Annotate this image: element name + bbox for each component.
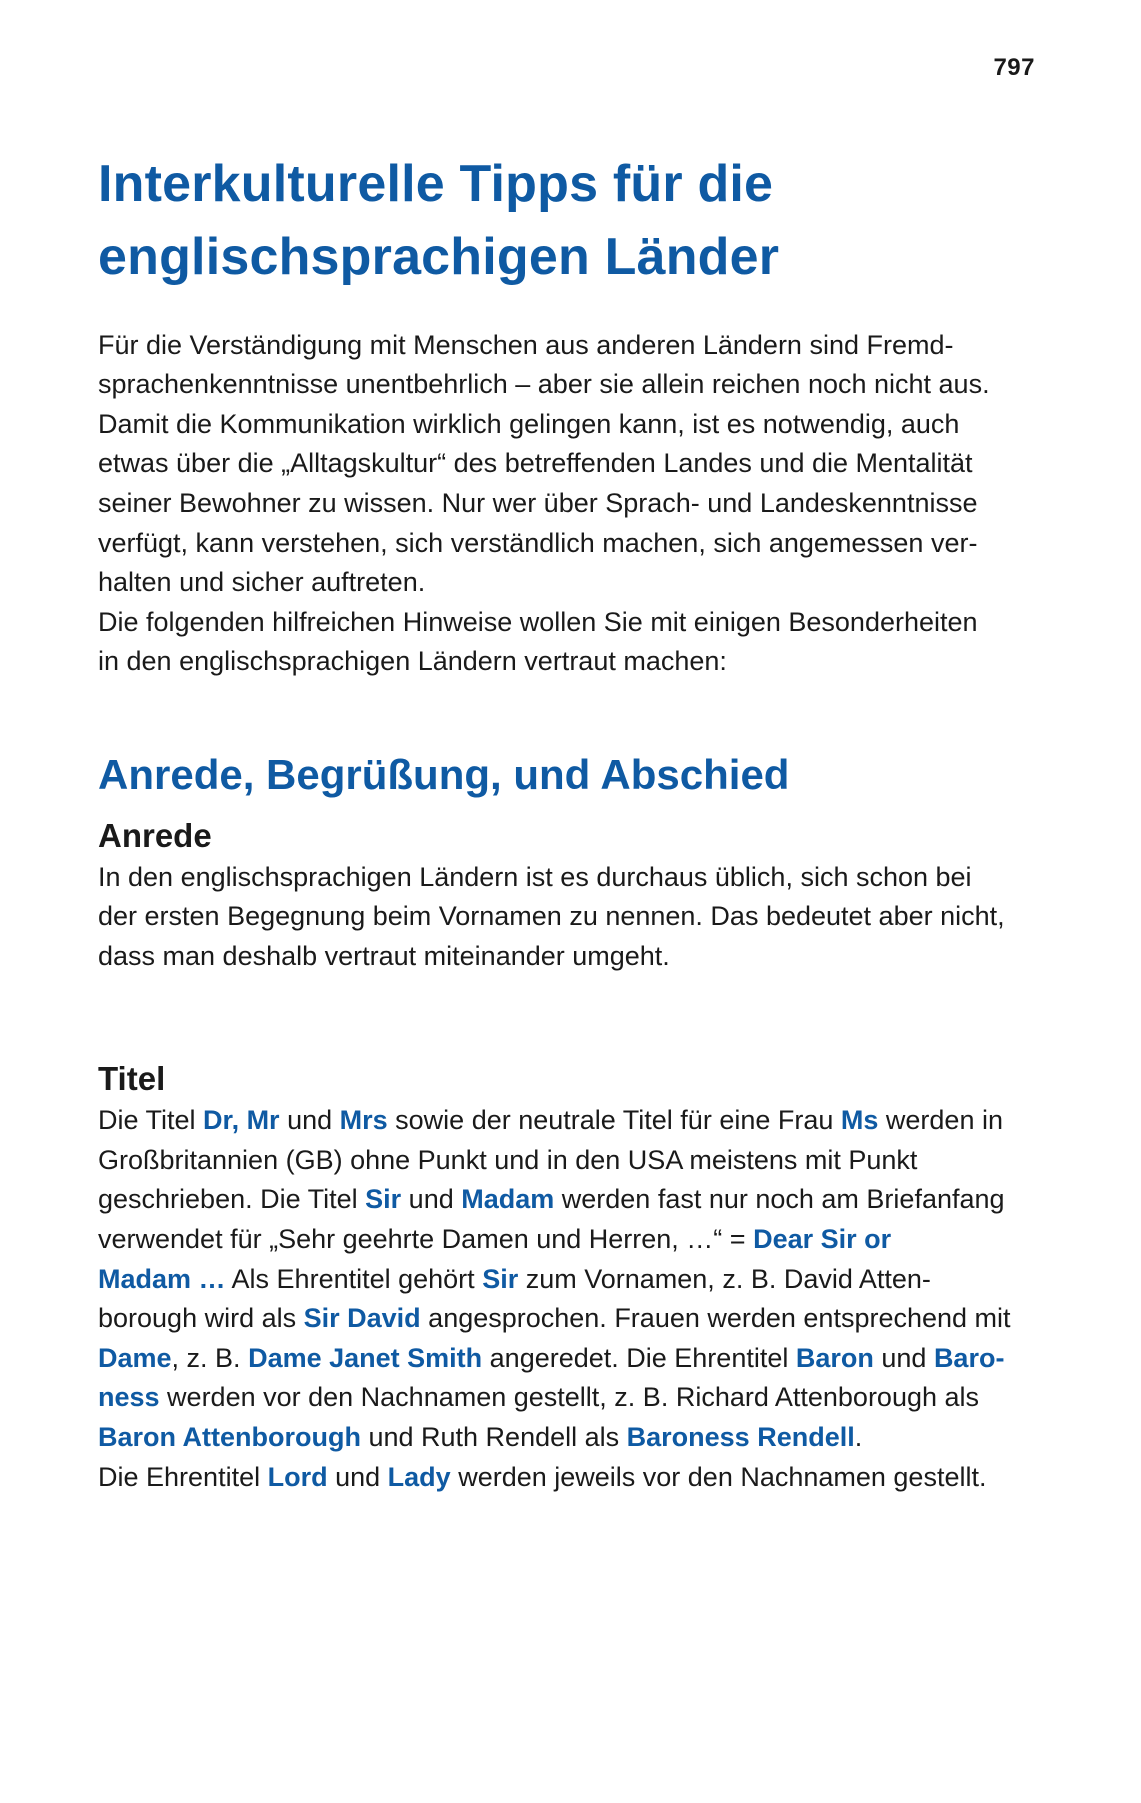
text-line: der ersten Begegnung beim Vornamen zu nennen. Das bedeutet aber nicht, <box>98 901 1005 932</box>
text-line: verfügt, kann verstehen, sich verständlich machen, sich angemessen ver- <box>98 527 978 558</box>
text-run: angeredet. Die Ehrentitel <box>482 1342 796 1373</box>
titel-paragraph <box>98 1101 1044 1497</box>
text-line <box>98 1184 1005 1214</box>
text-line <box>98 1422 862 1452</box>
highlighted-term: Madam … <box>98 1263 226 1294</box>
page-content <box>98 148 1044 1497</box>
text-line: in den englischsprachigen Ländern vertraut machen: <box>98 646 727 677</box>
highlighted-term: Sir <box>482 1263 519 1294</box>
text-line: In den englischsprachigen Ländern ist es durchaus üblich, sich schon bei <box>98 861 972 892</box>
text-run: und <box>873 1342 934 1373</box>
text-line <box>98 1264 931 1294</box>
intro-paragraph <box>98 326 1044 682</box>
text-run: borough wird als <box>98 1303 304 1334</box>
highlighted-term: Lord <box>267 1461 328 1492</box>
highlighted-term: Mrs <box>339 1105 388 1136</box>
text-run: Die Ehrentitel <box>98 1461 268 1492</box>
text-line: etwas über die „Alltagskultur“ des betreffenden Landes und die Mentalität <box>98 448 973 479</box>
text-line <box>98 1105 1003 1135</box>
highlighted-term: Ms <box>840 1105 879 1136</box>
text-run: sowie der neutrale Titel für eine Frau <box>387 1105 841 1136</box>
text-run: und <box>401 1184 462 1215</box>
text-run: und <box>327 1461 388 1492</box>
highlighted-term: Sir <box>365 1184 402 1215</box>
highlighted-term: Baron Attenborough <box>98 1422 361 1453</box>
text-line: seiner Bewohner zu wissen. Nur wer über Sprach- und Landeskenntnisse <box>98 487 978 518</box>
text-line <box>98 1303 1011 1333</box>
text-line: Die folgenden hilfreichen Hinweise wollen Sie mit einigen Besonderheiten <box>98 606 978 637</box>
text-run: Die Titel <box>98 1105 204 1136</box>
text-run: verwendet für „Sehr geehrte Damen und Herren, …“ = <box>98 1224 754 1255</box>
text-line <box>98 1462 986 1492</box>
highlighted-term: Sir David <box>303 1303 421 1334</box>
anrede-paragraph <box>98 858 1044 977</box>
text-line <box>98 1224 891 1254</box>
highlighted-term: Dr, Mr <box>203 1105 280 1136</box>
text-line <box>98 1343 1004 1373</box>
text-line: Für die Verständigung mit Menschen aus anderen Ländern sind Fremd- <box>98 329 954 360</box>
highlighted-term: Dame Janet Smith <box>248 1342 483 1373</box>
text-line <box>98 1382 979 1412</box>
highlighted-term: Lady <box>387 1461 451 1492</box>
text-run: geschrieben. Die Titel <box>98 1184 366 1215</box>
text-run: Als Ehrentitel gehört <box>225 1263 483 1294</box>
page-title <box>98 148 1044 294</box>
text-line <box>98 1145 917 1175</box>
page-title-line: Interkulturelle Tipps für die <box>98 155 774 213</box>
text-run: werden vor den Nachnamen gestellt, z. B. Richard Attenborough als <box>159 1382 980 1413</box>
text-line: halten und sicher auftreten. <box>98 567 426 598</box>
text-run: . <box>854 1422 863 1453</box>
text-run: und Ruth Rendell als <box>360 1422 627 1453</box>
text-run: Großbritannien (GB) ohne Punkt und in den USA meistens mit Punkt <box>98 1144 918 1175</box>
text-line: Damit die Kommunikation wirklich gelingen kann, ist es notwendig, auch <box>98 408 960 439</box>
highlighted-term: Baro- <box>933 1342 1005 1373</box>
text-run: werden jeweils vor den Nachnamen gestellt. <box>450 1461 987 1492</box>
text-run: und <box>279 1105 340 1136</box>
text-line: dass man deshalb vertraut miteinander umgeht. <box>98 940 670 971</box>
subsection-heading-titel: Titel <box>98 1060 166 1098</box>
text-line: sprachenkenntnisse unentbehrlich – aber sie allein reichen noch nicht aus. <box>98 369 990 400</box>
text-run: , z. B. <box>171 1342 249 1373</box>
section-heading: Anrede, Begrüßung, und Abschied <box>98 750 790 798</box>
page-number: 797 <box>993 54 1035 81</box>
highlighted-term: Dear Sir or <box>753 1224 892 1255</box>
highlighted-term: ness <box>98 1382 160 1413</box>
text-run: zum Vornamen, z. B. David Atten- <box>518 1263 931 1294</box>
highlighted-term: Madam <box>461 1184 555 1215</box>
highlighted-term: Dame <box>98 1342 172 1373</box>
page-title-line: englischsprachigen Länder <box>98 227 780 286</box>
text-run: angesprochen. Frauen werden entsprechend mit <box>420 1303 1011 1334</box>
subsection-heading-anrede: Anrede <box>98 816 212 854</box>
text-run: werden in <box>878 1105 1003 1136</box>
text-run: werden fast nur noch am Briefanfang <box>554 1184 1005 1215</box>
highlighted-term: Baron <box>795 1342 874 1373</box>
highlighted-term: Baroness Rendell <box>626 1422 855 1453</box>
